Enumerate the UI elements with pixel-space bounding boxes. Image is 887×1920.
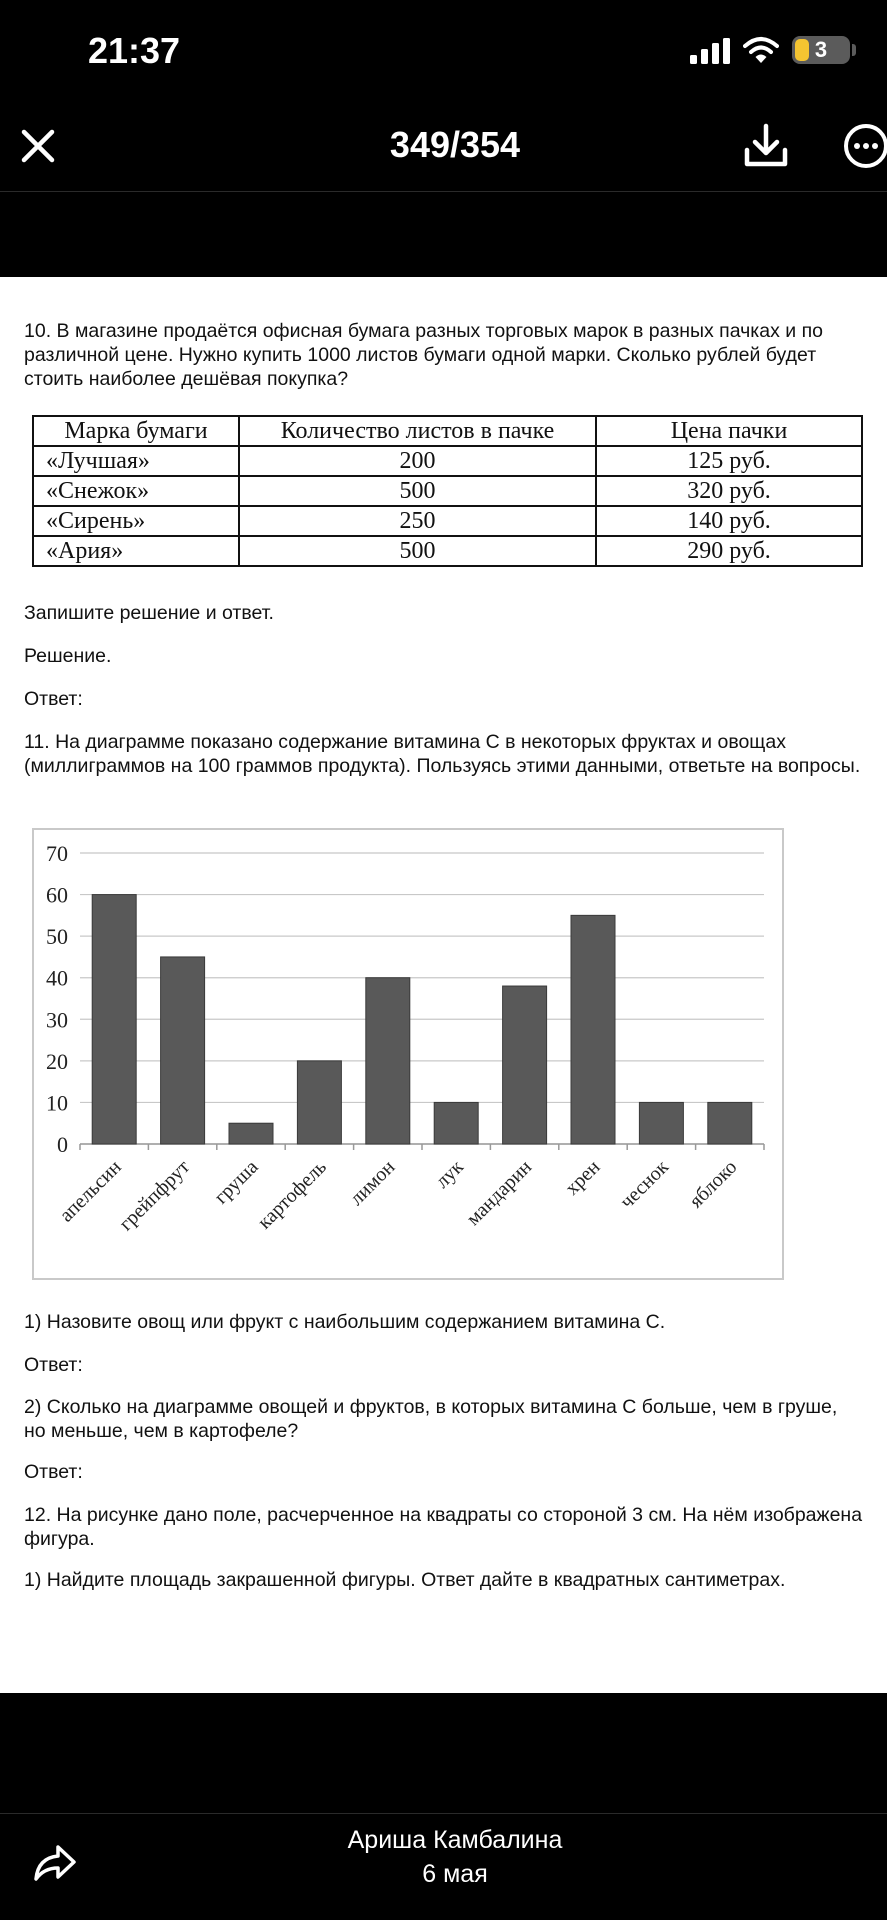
y-tick-label: 10 [46, 1090, 68, 1116]
question-12-1-text: 1) Найдите площадь закрашенной фигуры. Ответ дайте в квадратных сантиметрах. [24, 1569, 786, 1591]
x-tick-label: лук [431, 1155, 468, 1193]
download-icon[interactable] [740, 120, 792, 172]
answer-label: Ответ: [24, 1354, 83, 1376]
y-tick-label: 30 [46, 1007, 68, 1033]
table-row [33, 476, 862, 506]
bar [229, 1123, 273, 1144]
y-tick-label: 70 [46, 841, 68, 866]
question-11-1-text: 1) Назовите овощ или фрукт с наибольшим содержанием витамина С. [24, 1311, 666, 1333]
x-tick-label: грейпфрут [114, 1155, 195, 1236]
table-row [33, 536, 862, 566]
y-tick-label: 40 [46, 965, 68, 991]
answer-label: Ответ: [24, 1461, 83, 1483]
bar [161, 957, 205, 1144]
table-cell: 200 [239, 446, 596, 476]
x-tick-label: мандарин [462, 1155, 537, 1230]
x-tick-label: хрен [560, 1155, 605, 1200]
question-12-text: 12. На рисунке дано поле, расчерченное на квадраты со стороной 3 см. На нём изображена фигура. [24, 1504, 863, 1550]
question-11-text: 11. На диаграмме показано содержание витамина С в некоторых фруктах и овощах (миллиграммов на 100 граммов продукта). Пользуясь этими данными, ответьте на вопросы. [24, 731, 861, 777]
bar [503, 986, 547, 1144]
table-cell: 500 [239, 476, 596, 506]
x-tick-label: лимон [345, 1155, 400, 1210]
x-tick-label: апельсин [55, 1155, 126, 1227]
table-cell: 125 руб. [596, 446, 862, 476]
chart-canvas [34, 830, 782, 1278]
question-11-2-text: 2) Сколько на диаграмме овощей и фруктов, в которых витамина С больше, чем в груше, но меньше, чем в картофеле? [24, 1396, 838, 1442]
y-tick-label: 20 [46, 1048, 68, 1074]
page-counter: 349/354 [389, 124, 521, 165]
bar [571, 915, 615, 1144]
x-tick-label: груша [210, 1155, 263, 1209]
answer-label: Ответ: [24, 688, 83, 710]
bar [297, 1061, 341, 1144]
bottom-bar [0, 1813, 887, 1920]
x-tick-label: картофель [253, 1155, 331, 1234]
wifi-icon [743, 36, 779, 64]
table-cell: «Ария» [33, 536, 239, 566]
top-nav [0, 100, 887, 192]
table-header-row [33, 416, 862, 446]
close-icon[interactable] [14, 122, 62, 170]
solution-label: Решение. [24, 645, 112, 667]
y-tick-label: 0 [57, 1132, 68, 1157]
table-cell: «Снежок» [33, 476, 239, 506]
status-time: 21:37 [88, 30, 181, 71]
paper-price-table [32, 415, 863, 567]
bar [366, 978, 410, 1144]
bar [708, 1102, 752, 1144]
table-cell: 140 руб. [596, 506, 862, 536]
bar [434, 1102, 478, 1144]
table-cell: «Сирень» [33, 506, 239, 536]
document-page [0, 277, 887, 1693]
table-cell: «Лучшая» [33, 446, 239, 476]
post-date: 6 мая [422, 1860, 488, 1888]
battery-level: 3 [814, 37, 828, 62]
table-header: Марка бумаги [33, 416, 239, 446]
battery-icon [792, 36, 850, 64]
y-tick-label: 50 [46, 924, 68, 950]
author-name: Ариша Камбалина [347, 1826, 563, 1854]
signal-icon [690, 38, 732, 64]
bar [639, 1102, 683, 1144]
bar [92, 895, 136, 1144]
more-icon[interactable] [842, 122, 887, 170]
table-cell: 250 [239, 506, 596, 536]
y-tick-label: 60 [46, 882, 68, 908]
write-solution-text: Запишите решение и ответ. [24, 602, 274, 624]
question-10-text: 10. В магазине продаётся офисная бумага разных торговых марок в разных пачках и по различной цене. Нужно купить 1000 листов бумаги одной марки. Сколько рублей будет стоить наиболее дешёвая покупка? [24, 320, 823, 390]
share-icon[interactable] [30, 1838, 80, 1888]
table-cell: 320 руб. [596, 476, 862, 506]
x-tick-label: чеснок [615, 1155, 673, 1214]
table-cell: 290 руб. [596, 536, 862, 566]
status-bar [0, 0, 887, 100]
vitamin-c-chart [32, 828, 784, 1280]
table-row [33, 506, 862, 536]
x-tick-label: яблоко [685, 1155, 742, 1213]
table-row [33, 446, 862, 476]
table-header: Количество листов в пачке [239, 416, 596, 446]
table-cell: 500 [239, 536, 596, 566]
table-header: Цена пачки [596, 416, 862, 446]
battery-tip [852, 44, 856, 56]
